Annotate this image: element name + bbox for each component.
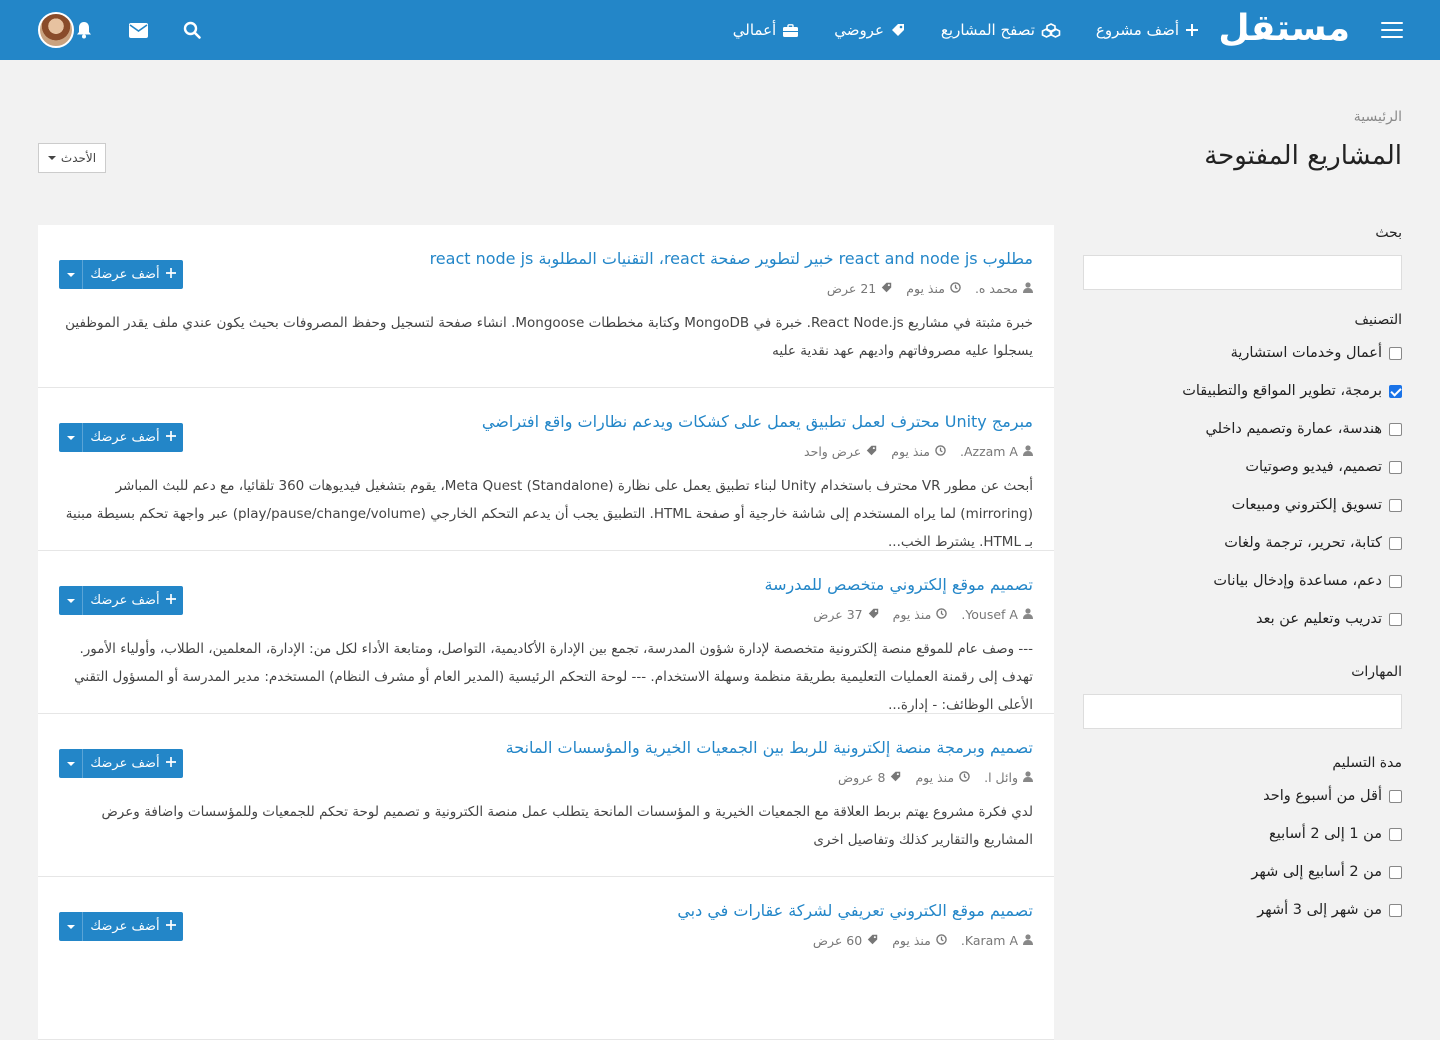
search-input[interactable] bbox=[1083, 255, 1402, 290]
project-bids bbox=[813, 607, 878, 622]
project-description: خبرة مثبتة في مشاريع React Node.js. خبرة في MongoDB وكتابة مخططات Mongoose. انشاء صفحة لتسجيل وحفظ المصروفات بحيث يكون عندي ملف يقدر الموظفين يسجلوا عليه مصروفاتهم واديهم عهد نقدية عليه bbox=[65, 315, 1033, 359]
project-meta bbox=[59, 279, 1033, 297]
category-option-label: كتابة، تحرير، ترجمة ولغات bbox=[1224, 535, 1382, 551]
category-option[interactable] bbox=[1082, 334, 1402, 372]
category-option[interactable] bbox=[1082, 600, 1402, 638]
chevron-down-icon bbox=[67, 436, 75, 440]
filters-sidebar bbox=[1082, 225, 1402, 929]
category-option[interactable] bbox=[1082, 486, 1402, 524]
project-time-text: منذ يوم bbox=[892, 932, 931, 948]
user-icon bbox=[1023, 933, 1033, 948]
skills-input[interactable] bbox=[1083, 694, 1402, 729]
duration-label: مدة التسليم bbox=[1332, 755, 1402, 771]
project-time bbox=[892, 933, 947, 948]
add-bid-dropdown[interactable] bbox=[59, 423, 83, 452]
category-option[interactable] bbox=[1082, 448, 1402, 486]
category-label: التصنيف bbox=[1354, 312, 1402, 328]
clock-icon bbox=[950, 281, 961, 296]
plus-icon bbox=[166, 756, 176, 771]
user-icon bbox=[1023, 444, 1033, 459]
user-avatar[interactable] bbox=[38, 12, 74, 48]
project-author-name: محمد ه. bbox=[974, 280, 1018, 296]
checkbox[interactable] bbox=[1389, 866, 1402, 879]
tag-icon bbox=[891, 23, 905, 37]
user-icon bbox=[1023, 607, 1033, 622]
project-bids-count: 37 عرض bbox=[813, 606, 863, 622]
tag-icon bbox=[881, 281, 892, 296]
category-option-label: أعمال وخدمات استشارية bbox=[1230, 345, 1382, 361]
project-author-name: وائل ا. bbox=[984, 769, 1018, 785]
category-option-label: هندسة، عمارة وتصميم داخلي bbox=[1205, 421, 1382, 437]
project-author-name: Karam A. bbox=[960, 932, 1018, 948]
project-title-link[interactable]: تصميم موقع إلكتروني متخصص للمدرسة bbox=[764, 575, 1033, 594]
site-logo[interactable]: مستقل bbox=[1218, 8, 1350, 49]
project-time bbox=[906, 281, 961, 296]
add-bid-label: أضف عرضك bbox=[90, 267, 160, 282]
add-bid-label: أضف عرضك bbox=[90, 756, 160, 771]
checkbox[interactable] bbox=[1389, 499, 1402, 512]
duration-option-label: من 1 إلى 2 أسابيع bbox=[1269, 826, 1382, 842]
project-meta bbox=[59, 605, 1033, 623]
duration-option[interactable] bbox=[1082, 853, 1402, 891]
project-time bbox=[893, 607, 948, 622]
main-nav bbox=[697, 0, 1198, 60]
project-time-text: منذ يوم bbox=[891, 443, 930, 459]
project-card bbox=[38, 388, 1054, 551]
add-bid-dropdown[interactable] bbox=[59, 586, 83, 615]
project-card bbox=[38, 551, 1054, 714]
checkbox[interactable] bbox=[1389, 904, 1402, 917]
add-bid-main[interactable] bbox=[83, 749, 183, 778]
clock-icon bbox=[936, 933, 947, 948]
header-actions bbox=[38, 0, 236, 60]
duration-option[interactable] bbox=[1082, 815, 1402, 853]
add-bid-dropdown[interactable] bbox=[59, 912, 83, 941]
cubes-icon bbox=[1042, 23, 1060, 38]
project-meta bbox=[59, 768, 1033, 786]
nav-browse-projects[interactable] bbox=[941, 0, 1060, 60]
add-bid-main[interactable] bbox=[83, 260, 183, 289]
category-option[interactable] bbox=[1082, 410, 1402, 448]
plus-icon bbox=[166, 919, 176, 934]
nav-browse-projects-label: تصفح المشاريع bbox=[940, 21, 1035, 39]
category-option-label: برمجة، تطوير المواقع والتطبيقات bbox=[1182, 383, 1382, 399]
chevron-down-icon bbox=[67, 925, 75, 929]
tag-icon bbox=[890, 770, 901, 785]
duration-option[interactable] bbox=[1082, 777, 1402, 815]
project-bids-count: عرض واحد bbox=[804, 443, 862, 459]
add-bid-main[interactable] bbox=[83, 912, 183, 941]
project-bids-count: 21 عرض bbox=[826, 280, 877, 296]
checkbox[interactable] bbox=[1389, 613, 1402, 626]
add-bid-button[interactable] bbox=[59, 423, 183, 452]
add-bid-label: أضف عرضك bbox=[90, 593, 160, 608]
duration-option-label: من 2 أسابيع إلى شهر bbox=[1251, 864, 1382, 880]
add-bid-dropdown[interactable] bbox=[59, 749, 83, 778]
search-icon[interactable] bbox=[182, 20, 202, 40]
project-author-name: Yousef A. bbox=[961, 606, 1018, 622]
project-bids-count: 60 عرض bbox=[812, 932, 863, 948]
checkbox[interactable] bbox=[1389, 828, 1402, 841]
chevron-down-icon bbox=[67, 599, 75, 603]
project-card bbox=[38, 714, 1054, 877]
chevron-down-icon bbox=[67, 762, 75, 766]
project-author-name: Azzam A. bbox=[959, 443, 1018, 459]
page-title: المشاريع المفتوحة bbox=[1204, 141, 1402, 171]
project-description: --- وصف عام للموقع منصة إلكترونية متخصصة لإدارة شؤون المدرسة، تجمع بين الإدارة الأكاديمية، التواصل، ومتابعة الأداء لكل من: الإدارة، المعلمين، الطلاب، وأولياء الأمور. تهدف إلى رقمنة العمليات التعليمية بطريقة منظمة وسهلة الاستخدام. --- لوحة التحكم الرئيسية (المدير العام أو مشرف النظام) المستخدم: مدير المدرسة أو المسؤول التقني الأعلى الوظائف: - إدارة... bbox=[74, 641, 1033, 713]
nav-my-works[interactable] bbox=[733, 0, 798, 60]
category-option-label: تصميم، فيديو وصوتيات bbox=[1245, 459, 1382, 475]
project-title-link[interactable]: تصميم موقع الكتروني تعريفي لشركة عقارات في دبي bbox=[677, 901, 1033, 920]
skills-label: المهارات bbox=[1351, 664, 1402, 680]
add-bid-label: أضف عرضك bbox=[90, 919, 160, 934]
project-description: لدي فكرة مشروع يهتم بربط العلاقة مع الجمعيات الخيرية و المؤسسات المانحة يتطلب عمل منصة الكترونية و تصميم لوحة تحكم للجمعيات وللمؤسسات واضافة وعرض المشاريع والتقارير كذلك وتفاصيل اخرى bbox=[101, 804, 1033, 848]
checkbox[interactable] bbox=[1389, 385, 1402, 398]
nav-add-project[interactable] bbox=[1096, 0, 1198, 60]
project-title-link[interactable]: تصميم وبرمجة منصة إلكترونية للربط بين الجمعيات الخيرية والمؤسسات المانحة bbox=[505, 738, 1033, 757]
plus-icon bbox=[1186, 24, 1198, 36]
category-option-label: دعم، مساعدة وإدخال بيانات bbox=[1213, 573, 1382, 589]
project-time-text: منذ يوم bbox=[915, 769, 955, 785]
top-navbar bbox=[0, 0, 1440, 60]
add-bid-main[interactable] bbox=[83, 423, 183, 452]
category-option[interactable] bbox=[1082, 562, 1402, 600]
category-option[interactable] bbox=[1082, 372, 1402, 410]
plus-icon bbox=[166, 267, 176, 282]
clock-icon bbox=[935, 444, 946, 459]
add-bid-button[interactable] bbox=[59, 912, 183, 941]
duration-option-label: أقل من أسبوع واحد bbox=[1263, 788, 1382, 804]
project-meta bbox=[59, 442, 1033, 460]
nav-my-works-label: أعمالي bbox=[732, 21, 777, 39]
briefcase-icon bbox=[783, 24, 798, 37]
nav-add-project-label: أضف مشروع bbox=[1095, 21, 1179, 39]
project-description bbox=[59, 961, 1033, 1017]
add-bid-label: أضف عرضك bbox=[90, 430, 160, 445]
project-time-text: منذ يوم bbox=[892, 606, 932, 622]
bell-icon[interactable] bbox=[74, 20, 94, 40]
add-bid-button[interactable] bbox=[59, 586, 183, 615]
project-bids bbox=[813, 933, 878, 948]
checkbox[interactable] bbox=[1389, 575, 1402, 588]
user-icon bbox=[1023, 770, 1033, 785]
project-title-link[interactable]: مبرمج Unity محترف لعمل تطبيق يعمل على كشكات ويدعم نظارات واقع افتراضي bbox=[481, 412, 1033, 431]
project-author[interactable] bbox=[984, 770, 1033, 785]
skills-filter bbox=[1082, 664, 1402, 729]
project-title-link[interactable]: مطلوب react and node js خبير لتطوير صفحة react، التقنيات المطلوبة react node js bbox=[429, 249, 1033, 268]
project-meta bbox=[59, 931, 1033, 949]
tag-icon bbox=[868, 607, 879, 622]
category-option-label: تسويق إلكتروني ومبيعات bbox=[1231, 497, 1382, 513]
menu-icon[interactable] bbox=[1381, 22, 1403, 38]
clock-icon bbox=[936, 607, 947, 622]
project-bids bbox=[804, 444, 877, 459]
project-time bbox=[891, 444, 946, 459]
project-bids bbox=[827, 281, 892, 296]
category-option[interactable] bbox=[1082, 524, 1402, 562]
nav-my-bids-label: عروضي bbox=[834, 21, 884, 39]
project-description: أبحث عن مطور VR محترف باستخدام Unity لبناء تطبيق يعمل على نظارة Meta Quest (Standalone)، يقوم بتشغيل فيديوهات 360 تلقائيا، مع دعم للبث المباشر (mirroring) لما يراه المستخدم إلى شاشة خارجية أو صفحة HTML. التطبيق يجب أن يدعم التحكم الخارجي (play/pause/change/volume) عبر واجهة تحكم بسيطة مبنية بـ HTML. يشترط الخب... bbox=[65, 478, 1033, 550]
plus-icon bbox=[166, 593, 176, 608]
project-author[interactable] bbox=[960, 444, 1033, 459]
duration-option[interactable] bbox=[1082, 891, 1402, 929]
tag-icon bbox=[867, 933, 878, 948]
sort-label: الأحدث bbox=[60, 151, 97, 165]
add-bid-dropdown[interactable] bbox=[59, 260, 83, 289]
project-bids-count: 8 عروض bbox=[838, 769, 886, 785]
checkbox[interactable] bbox=[1389, 790, 1402, 803]
project-bids bbox=[838, 770, 901, 785]
duration-filter bbox=[1082, 755, 1402, 929]
category-filter bbox=[1082, 312, 1402, 638]
user-icon bbox=[1023, 281, 1033, 296]
envelope-icon[interactable] bbox=[128, 20, 148, 40]
checkbox[interactable] bbox=[1389, 461, 1402, 474]
add-bid-button[interactable] bbox=[59, 260, 183, 289]
search-label: بحث bbox=[1375, 225, 1402, 241]
checkbox[interactable] bbox=[1389, 537, 1402, 550]
sort-dropdown[interactable] bbox=[38, 143, 106, 173]
duration-option-label: من شهر إلى 3 أشهر bbox=[1257, 902, 1382, 918]
chevron-down-icon bbox=[48, 156, 56, 160]
chevron-down-icon bbox=[67, 273, 75, 277]
checkbox[interactable] bbox=[1389, 423, 1402, 436]
project-time bbox=[915, 770, 970, 785]
project-author[interactable] bbox=[975, 281, 1033, 296]
plus-icon bbox=[166, 430, 176, 445]
project-card bbox=[38, 877, 1054, 1040]
add-bid-main[interactable] bbox=[83, 586, 183, 615]
project-author[interactable] bbox=[961, 607, 1033, 622]
checkbox[interactable] bbox=[1389, 347, 1402, 360]
category-option-label: تدريب وتعليم عن بعد bbox=[1256, 611, 1382, 627]
project-card bbox=[38, 225, 1054, 388]
clock-icon bbox=[959, 770, 970, 785]
nav-my-bids[interactable] bbox=[834, 0, 905, 60]
project-time-text: منذ يوم bbox=[906, 280, 945, 296]
project-author[interactable] bbox=[961, 933, 1033, 948]
projects-list bbox=[38, 225, 1054, 1040]
breadcrumb[interactable]: الرئيسية bbox=[1353, 109, 1402, 125]
add-bid-button[interactable] bbox=[59, 749, 183, 778]
tag-icon bbox=[866, 444, 877, 459]
